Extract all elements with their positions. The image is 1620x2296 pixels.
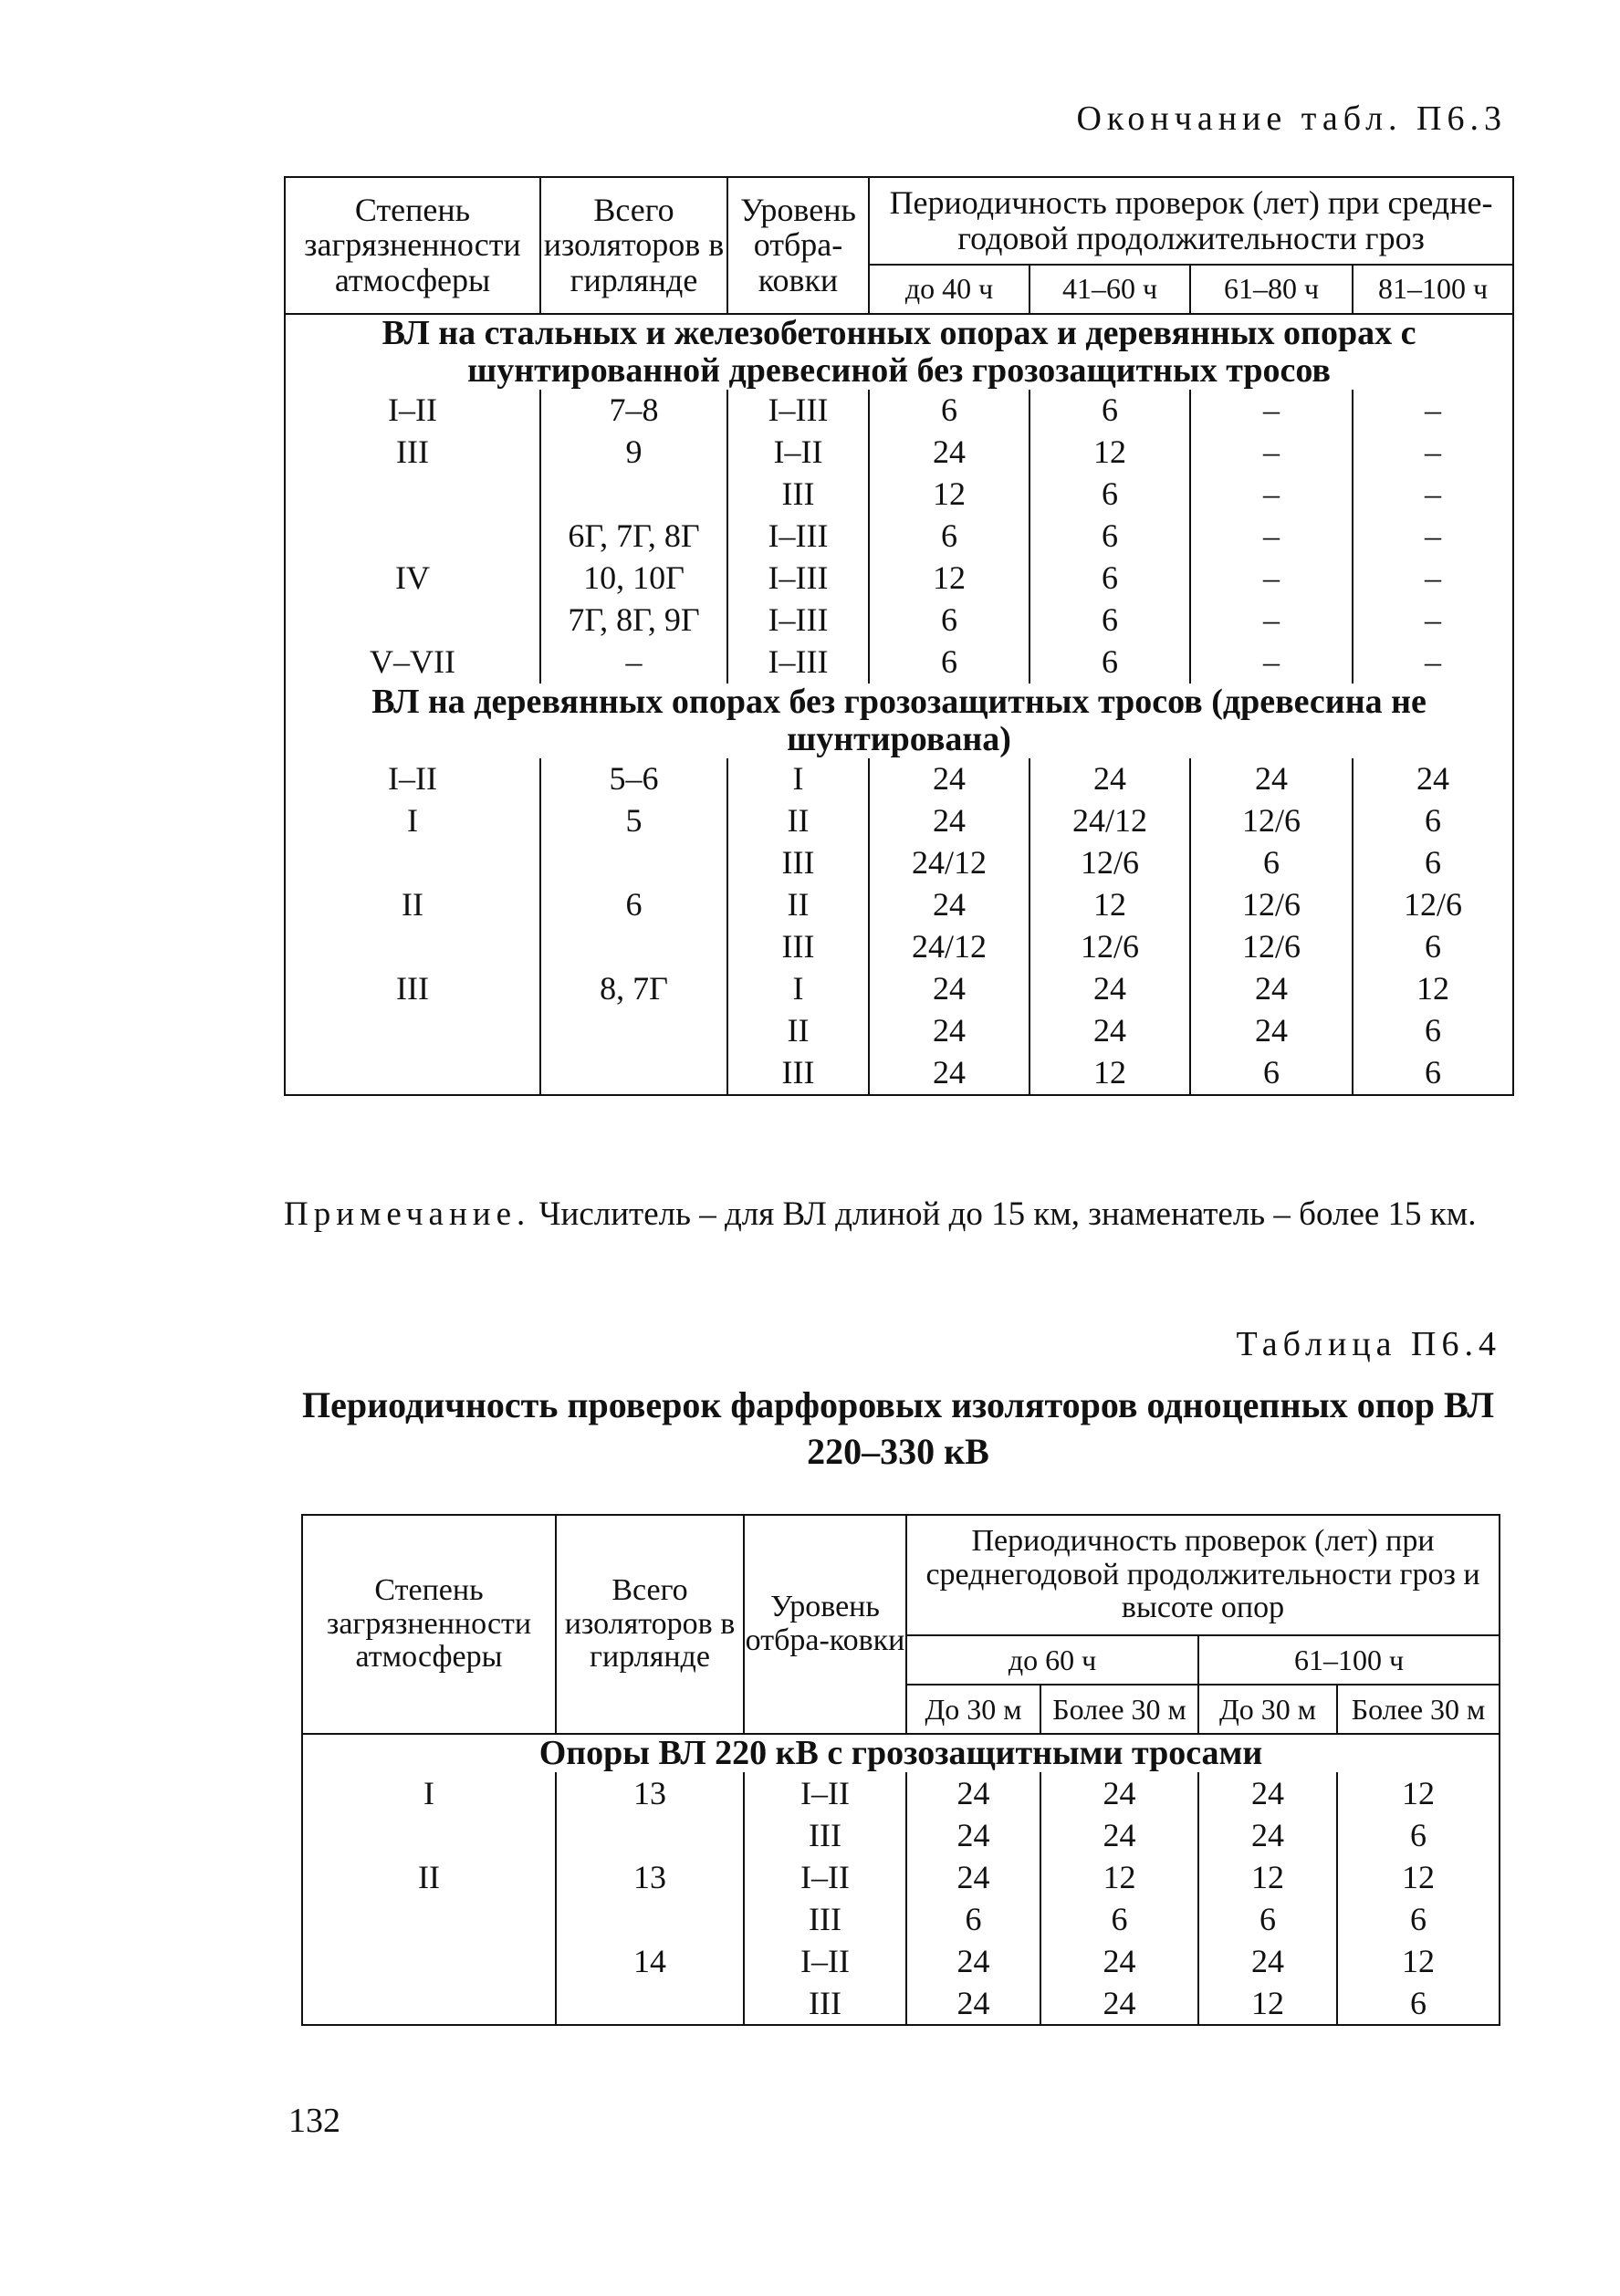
table-cell: IV xyxy=(285,558,540,600)
table-cell: 6 xyxy=(1353,1052,1513,1095)
table-cell: 6 xyxy=(1029,642,1190,684)
header-periodicity: Периодичность проверок (лет) при средне-годовой продолжительности гроз xyxy=(869,177,1513,265)
note-text: Числитель – для ВЛ длиной до 15 км, знаменатель – более 15 км. xyxy=(530,1195,1477,1233)
table-cell: III xyxy=(727,842,869,884)
table-cell: 24 xyxy=(1040,1982,1198,2025)
table-cell: 8, 7Г xyxy=(540,968,727,1010)
table-cell: 24 xyxy=(869,1010,1029,1052)
table-cell: 12 xyxy=(1040,1856,1198,1898)
page-number: 132 xyxy=(288,2102,340,2140)
table-row xyxy=(285,968,1513,1010)
table-cell: II xyxy=(727,884,869,926)
table-row xyxy=(302,1940,1500,1982)
table-cell: II xyxy=(302,1856,556,1898)
table-cell xyxy=(540,1010,727,1052)
table-cell: 24 xyxy=(1190,1010,1353,1052)
table-cell: 24 xyxy=(906,1772,1040,1814)
table-cell: 6 xyxy=(540,884,727,926)
table-cell: 12 xyxy=(1337,1856,1500,1898)
table-p6-3 xyxy=(284,176,1514,1096)
table-cell: 24 xyxy=(906,1940,1040,1982)
table-cell: 12/6 xyxy=(1029,926,1190,968)
header-level: Уровень отбра-ковки xyxy=(744,1515,906,1734)
header-level: Уровень отбра-ковки xyxy=(727,177,869,314)
table-cell: 24 xyxy=(869,884,1029,926)
table-cell: 6 xyxy=(1198,1898,1337,1940)
table-cell: 24 xyxy=(1198,1814,1337,1856)
table-cell: III xyxy=(727,926,869,968)
table-row xyxy=(285,926,1513,968)
table-cell xyxy=(302,1940,556,1982)
table-cell: 24 xyxy=(906,1814,1040,1856)
table-cell: 6 xyxy=(869,516,1029,558)
table-cell: I xyxy=(302,1772,556,1814)
table-cell: 12/6 xyxy=(1029,842,1190,884)
table-cell: III xyxy=(727,1052,869,1095)
table-cell: 12 xyxy=(1029,884,1190,926)
table-cell: 24/12 xyxy=(1029,800,1190,842)
table-cell: – xyxy=(1353,474,1513,516)
table-cell: 24 xyxy=(906,1982,1040,2025)
table-cell: – xyxy=(540,642,727,684)
header-sub: До 30 м xyxy=(1198,1685,1337,1734)
table-cell: – xyxy=(1190,516,1353,558)
header-sub: Более 30 м xyxy=(1040,1685,1198,1734)
table-cell: 6Г, 7Г, 8Г xyxy=(540,516,727,558)
table-cell: 24 xyxy=(1040,1940,1198,1982)
header-sub: до 40 ч xyxy=(869,265,1029,314)
table-cell: I–II xyxy=(285,758,540,800)
table-cell: – xyxy=(1190,558,1353,600)
table-cell: 12 xyxy=(1198,1856,1337,1898)
table-row xyxy=(285,642,1513,684)
table-cell: I–II xyxy=(727,432,869,474)
table-cell: II xyxy=(727,1010,869,1052)
table-cell: 24 xyxy=(1190,758,1353,800)
header-duration: 61–100 ч xyxy=(1198,1635,1500,1685)
table-cell: 6 xyxy=(1337,1982,1500,2025)
note-label: Примечание. xyxy=(284,1195,531,1233)
table-cell: 24 xyxy=(1353,758,1513,800)
table-continuation-caption: Окончание табл. П6.3 xyxy=(1076,99,1507,138)
table-cell: 24 xyxy=(1040,1814,1198,1856)
table-cell: 24/12 xyxy=(869,842,1029,884)
table-cell: – xyxy=(1190,600,1353,642)
table-cell xyxy=(556,1898,744,1940)
table-cell: I–III xyxy=(727,558,869,600)
table-cell: I–II xyxy=(744,1772,906,1814)
table-row xyxy=(285,600,1513,642)
table-cell: 12 xyxy=(1029,432,1190,474)
table-cell: 13 xyxy=(556,1772,744,1814)
table-cell: 24 xyxy=(1190,968,1353,1010)
header-pollution: Степень загрязненности атмосферы xyxy=(302,1515,556,1734)
table-cell: III xyxy=(744,1814,906,1856)
table-cell: 10, 10Г xyxy=(540,558,727,600)
table-cell: 13 xyxy=(556,1856,744,1898)
table-cell: 6 xyxy=(1029,390,1190,432)
table-cell: 12 xyxy=(1337,1772,1500,1814)
table-cell: 12 xyxy=(1337,1940,1500,1982)
table-cell: 6 xyxy=(1353,1010,1513,1052)
table-cell xyxy=(302,1982,556,2025)
table-cell: 12/6 xyxy=(1190,800,1353,842)
table-cell xyxy=(285,1052,540,1095)
table-cell: 6 xyxy=(1353,800,1513,842)
table-cell: 6 xyxy=(1029,558,1190,600)
table-cell: 6 xyxy=(1029,474,1190,516)
table-cell: 9 xyxy=(540,432,727,474)
section-heading: ВЛ на стальных и железобетонных опорах и деревянных опорах с шунтированной древесиной без грозозащитных тросов xyxy=(285,314,1513,390)
table-cell: 24 xyxy=(869,758,1029,800)
table-cell: III xyxy=(744,1982,906,2025)
table-cell: 12/6 xyxy=(1353,884,1513,926)
table-cell xyxy=(540,842,727,884)
table-cell: 6 xyxy=(869,600,1029,642)
table-row xyxy=(285,884,1513,926)
table-cell: I xyxy=(285,800,540,842)
table-cell: 24 xyxy=(1040,1772,1198,1814)
table-cell xyxy=(556,1814,744,1856)
table-cell xyxy=(285,1010,540,1052)
table-cell: 5–6 xyxy=(540,758,727,800)
header-pollution: Степень загрязненности атмосферы xyxy=(285,177,540,314)
table-cell: – xyxy=(1190,642,1353,684)
table-cell: – xyxy=(1353,516,1513,558)
table-cell xyxy=(302,1814,556,1856)
table-cell: 24 xyxy=(1198,1772,1337,1814)
table-cell: I–III xyxy=(727,516,869,558)
table-row xyxy=(285,800,1513,842)
table-cell: 12 xyxy=(1029,1052,1190,1095)
table-cell: 6 xyxy=(1337,1898,1500,1940)
table-cell: 5 xyxy=(540,800,727,842)
table-note xyxy=(284,1193,1512,1237)
table-cell: – xyxy=(1353,642,1513,684)
header-sub: 81–100 ч xyxy=(1353,265,1513,314)
table-cell: 12 xyxy=(1353,968,1513,1010)
table-cell: III xyxy=(285,968,540,1010)
table-cell: 24 xyxy=(869,1052,1029,1095)
table-cell xyxy=(285,926,540,968)
header-sub: До 30 м xyxy=(906,1685,1040,1734)
table-cell: 6 xyxy=(1029,600,1190,642)
header-sub: 41–60 ч xyxy=(1029,265,1190,314)
table-row xyxy=(285,474,1513,516)
table-cell: 6 xyxy=(1190,842,1353,884)
table-cell: 6 xyxy=(1040,1898,1198,1940)
section-heading: Опоры ВЛ 220 кВ с грозозащитными тросами xyxy=(302,1734,1500,1772)
table-cell xyxy=(285,842,540,884)
table-cell: – xyxy=(1353,432,1513,474)
table-row xyxy=(285,758,1513,800)
table-cell: 12/6 xyxy=(1190,926,1353,968)
table-row xyxy=(302,1982,1500,2025)
table-row xyxy=(285,1010,1513,1052)
table-cell: V–VII xyxy=(285,642,540,684)
table-cell: 6 xyxy=(1190,1052,1353,1095)
table-cell xyxy=(540,926,727,968)
table-cell: 24 xyxy=(1029,1010,1190,1052)
table-cell: 12 xyxy=(1198,1982,1337,2025)
header-sub: 61–80 ч xyxy=(1190,265,1353,314)
table-cell xyxy=(556,1982,744,2025)
table-cell: 6 xyxy=(1353,926,1513,968)
table-cell: III xyxy=(285,432,540,474)
table-row xyxy=(285,516,1513,558)
table-cell: 6 xyxy=(1337,1814,1500,1856)
table-cell: 24 xyxy=(869,800,1029,842)
table-cell: I–II xyxy=(744,1940,906,1982)
table-cell: III xyxy=(744,1898,906,1940)
table-cell: I–III xyxy=(727,390,869,432)
table-cell: 12 xyxy=(869,474,1029,516)
table-row xyxy=(302,1772,1500,1814)
header-periodicity: Периодичность проверок (лет) при среднегодовой продолжительности гроз и высоте опор xyxy=(906,1515,1500,1635)
table-row xyxy=(285,558,1513,600)
table-cell: 7–8 xyxy=(540,390,727,432)
table-cell: 24 xyxy=(869,968,1029,1010)
table-cell: I xyxy=(727,968,869,1010)
header-insulators: Всего изоляторов в гирлянде xyxy=(556,1515,744,1734)
table-cell xyxy=(540,474,727,516)
table-cell: II xyxy=(285,884,540,926)
table-cell: – xyxy=(1353,390,1513,432)
table-cell: 7Г, 8Г, 9Г xyxy=(540,600,727,642)
table-row xyxy=(285,1052,1513,1095)
table-cell: 24 xyxy=(1198,1940,1337,1982)
header-sub: Более 30 м xyxy=(1337,1685,1500,1734)
table-cell: I–III xyxy=(727,642,869,684)
table-cell: – xyxy=(1190,432,1353,474)
table-cell: 6 xyxy=(869,390,1029,432)
table-cell: 24 xyxy=(1029,968,1190,1010)
table-cell xyxy=(302,1898,556,1940)
table-cell: I–II xyxy=(744,1856,906,1898)
table-cell: I–II xyxy=(285,390,540,432)
table-cell: 24 xyxy=(906,1856,1040,1898)
section-heading: ВЛ на деревянных опорах без грозозащитных тросов (древесина не шунтирована) xyxy=(285,684,1513,758)
table-cell: – xyxy=(1353,600,1513,642)
table-cell: I–III xyxy=(727,600,869,642)
table-cell: – xyxy=(1190,390,1353,432)
table-cell: 24/12 xyxy=(869,926,1029,968)
table-cell: 24 xyxy=(869,432,1029,474)
table-cell xyxy=(285,474,540,516)
table-cell: 12/6 xyxy=(1190,884,1353,926)
header-insulators: Всего изоляторов в гирлянде xyxy=(540,177,727,314)
table-row xyxy=(302,1856,1500,1898)
table-row xyxy=(285,390,1513,432)
table-cell xyxy=(285,600,540,642)
table-cell: 24 xyxy=(1029,758,1190,800)
table-cell: 12 xyxy=(869,558,1029,600)
header-duration: до 60 ч xyxy=(906,1635,1198,1685)
table-cell: – xyxy=(1190,474,1353,516)
table-row xyxy=(285,842,1513,884)
table-row xyxy=(285,432,1513,474)
table-cell: I xyxy=(727,758,869,800)
table-p6-4 xyxy=(301,1514,1500,2026)
table-cell: 6 xyxy=(1029,516,1190,558)
table-cell: II xyxy=(727,800,869,842)
table-cell xyxy=(540,1052,727,1095)
table-title: Периодичность проверок фарфоровых изоляторов одноцепных опор ВЛ 220–330 кВ xyxy=(302,1384,1494,1473)
table-cell: 6 xyxy=(906,1898,1040,1940)
table-label: Таблица П6.4 xyxy=(1236,1325,1501,1363)
table-cell: 6 xyxy=(1353,842,1513,884)
table-cell: III xyxy=(727,474,869,516)
table-cell: 6 xyxy=(869,642,1029,684)
table-row xyxy=(302,1898,1500,1940)
table-row xyxy=(302,1814,1500,1856)
table-cell xyxy=(285,516,540,558)
table-cell: – xyxy=(1353,558,1513,600)
table-cell: 14 xyxy=(556,1940,744,1982)
